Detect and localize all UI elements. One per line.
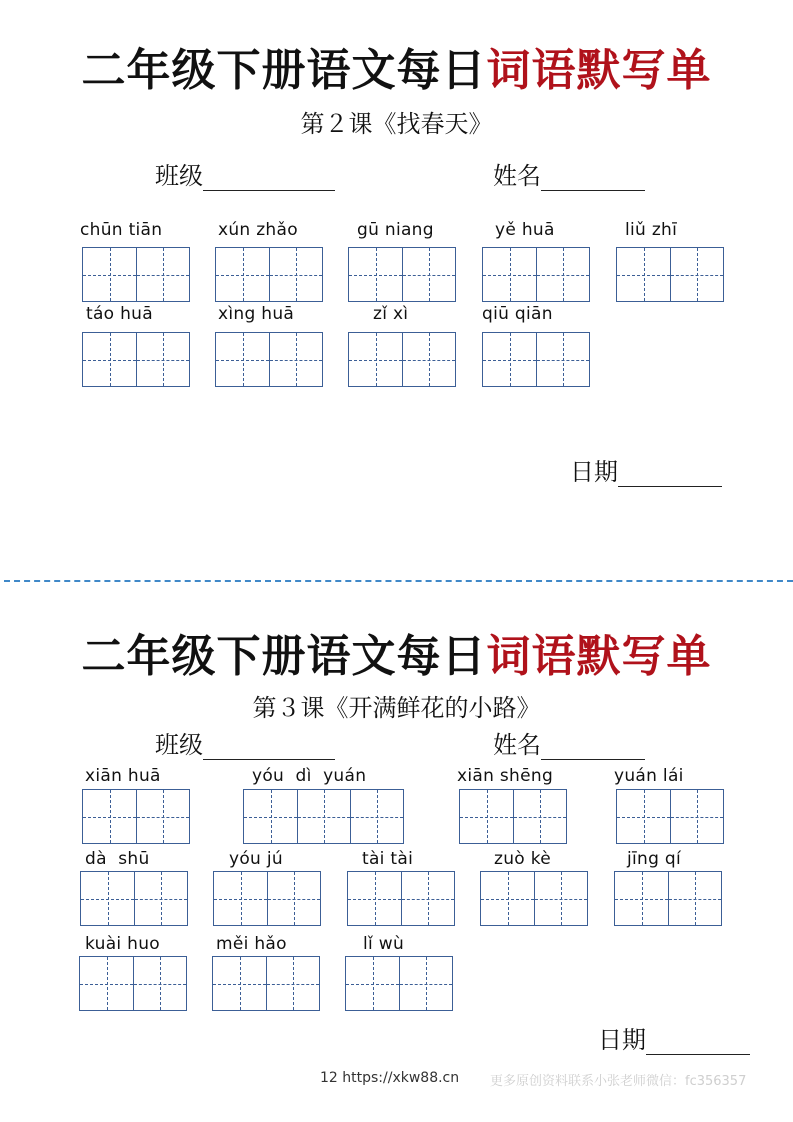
writing-cell[interactable] [401,872,454,925]
sheet1-word-3-pinyin: gū niang [357,220,434,240]
sheet2-word-2-pinyin: yóu dì yuán [252,766,367,786]
sheet2-word-7-pinyin: tài tài [362,849,414,869]
sheet2-word-7-grid[interactable] [347,871,455,926]
writing-cell[interactable] [83,790,136,843]
writing-cell[interactable] [269,333,322,386]
page-footer: 12 https://xkw88.cn [320,1070,460,1086]
writing-cell[interactable] [617,790,670,843]
sheet1-title-black: 二年级下册语文每日 [81,45,487,96]
writing-cell[interactable] [481,872,534,925]
writing-cell[interactable] [402,333,455,386]
sheet2-word-11-pinyin: měi hǎo [216,934,287,954]
writing-cell[interactable] [136,333,189,386]
sheet1-name-label: 姓名 [493,162,541,190]
sheet2-word-8-pinyin: zuò kè [494,849,552,869]
sheet1-word-1-pinyin: chūn tiān [80,220,163,240]
sheet2-class-label: 班级 [155,731,203,759]
sheet1-word-3-grid[interactable] [348,247,456,302]
sheet2-word-5-grid[interactable] [80,871,188,926]
writing-cell[interactable] [266,957,319,1010]
sheet1-word-6-grid[interactable] [82,332,190,387]
sheet2-date-blank[interactable] [646,1028,750,1055]
sheet1-word-8-grid[interactable] [348,332,456,387]
sheet1-word-5-grid[interactable] [616,247,724,302]
sheet2-class-field [155,725,335,760]
sheet2-word-3-pinyin: xiān shēng [457,766,554,786]
sheet1-title [0,34,793,98]
sheet2-word-5-pinyin: dà shū [85,849,150,869]
sheet1-word-2-grid[interactable] [215,247,323,302]
writing-cell[interactable] [536,248,589,301]
sheet2-word-4-pinyin: yuán lái [614,766,684,786]
writing-cell[interactable] [402,248,455,301]
writing-cell[interactable] [267,872,320,925]
writing-cell[interactable] [80,957,133,1010]
sheet2-date-field [598,1020,750,1055]
sheet1-word-7-grid[interactable] [215,332,323,387]
sheet2-word-2-grid[interactable] [243,789,404,844]
sheet2-word-6-grid[interactable] [213,871,321,926]
sheet1-class-label: 班级 [155,162,203,190]
sheet1-class-blank[interactable] [203,164,335,191]
sheet2-word-1-grid[interactable] [82,789,190,844]
writing-cell[interactable] [269,248,322,301]
writing-cell[interactable] [83,248,136,301]
sheet2-class-blank[interactable] [203,733,335,760]
sheet1-word-9-pinyin: qiū qiān [482,304,553,324]
writing-cell[interactable] [346,957,399,1010]
sheet2-title-black: 二年级下册语文每日 [81,631,487,682]
writing-cell[interactable] [136,790,189,843]
sheet1-date-field [570,452,722,487]
writing-cell[interactable] [615,872,668,925]
watermark-text: 更多原创资料联系小张老师微信：fc356357 [490,1074,747,1089]
writing-cell[interactable] [134,872,187,925]
writing-cell[interactable] [348,872,401,925]
sheet1-word-4-grid[interactable] [482,247,590,302]
sheet2-word-4-grid[interactable] [616,789,724,844]
writing-cell[interactable] [297,790,350,843]
sheet1-name-field [493,156,645,191]
sheet2-word-10-grid[interactable] [79,956,187,1011]
writing-cell[interactable] [136,248,189,301]
writing-cell[interactable] [81,872,134,925]
sheet2-name-blank[interactable] [541,733,645,760]
sheet2-word-11-grid[interactable] [212,956,320,1011]
sheet2-word-8-grid[interactable] [480,871,588,926]
sheet1-date-label: 日期 [570,458,618,486]
sheet2-name-label: 姓名 [493,731,541,759]
writing-cell[interactable] [536,333,589,386]
sheet2-date-label: 日期 [598,1026,646,1054]
writing-cell[interactable] [244,790,297,843]
writing-cell[interactable] [534,872,587,925]
sheet1-word-2-pinyin: xún zhǎo [218,220,298,240]
sheet1-word-5-pinyin: liǔ zhī [625,220,678,240]
sheet2-name-field [493,725,645,760]
writing-cell[interactable] [83,333,136,386]
sheet2-word-12-grid[interactable] [345,956,453,1011]
sheet2-title [0,620,793,684]
sheet1-word-6-pinyin: táo huā [86,304,153,324]
writing-cell[interactable] [670,248,723,301]
sheet1-name-blank[interactable] [541,164,645,191]
writing-cell[interactable] [349,333,402,386]
writing-cell[interactable] [483,333,536,386]
writing-cell[interactable] [460,790,513,843]
sheet1-class-field [155,156,335,191]
writing-cell[interactable] [399,957,452,1010]
writing-cell[interactable] [668,872,721,925]
sheet1-lesson-title: 第２课《找春天》 [300,110,493,138]
writing-cell[interactable] [350,790,403,843]
sheet2-word-9-pinyin: jīng qí [627,849,682,869]
sheet1-word-4-pinyin: yě huā [495,220,555,240]
sheet2-word-6-pinyin: yóu jú [229,849,283,869]
writing-cell[interactable] [670,790,723,843]
writing-cell[interactable] [213,957,266,1010]
sheet2-title-red: 词语默写单 [486,631,712,682]
sheet1-word-1-grid[interactable] [82,247,190,302]
sheet2-word-3-grid[interactable] [459,789,567,844]
sheet2-word-12-pinyin: lǐ wù [363,934,405,954]
sheet1-word-8-pinyin: zǐ xì [373,304,409,324]
writing-cell[interactable] [216,248,269,301]
cut-line-divider [4,580,793,582]
writing-cell[interactable] [617,248,670,301]
sheet1-date-blank[interactable] [618,460,722,487]
writing-cell[interactable] [349,248,402,301]
sheet1-word-7-pinyin: xìng huā [218,304,295,324]
writing-cell[interactable] [216,333,269,386]
sheet1-title-red: 词语默写单 [486,45,712,96]
sheet1-word-9-grid[interactable] [482,332,590,387]
sheet2-word-9-grid[interactable] [614,871,722,926]
sheet2-word-10-pinyin: kuài huo [85,934,160,954]
writing-cell[interactable] [513,790,566,843]
writing-cell[interactable] [214,872,267,925]
writing-cell[interactable] [483,248,536,301]
sheet2-word-1-pinyin: xiān huā [85,766,161,786]
sheet2-lesson-title: 第３课《开满鲜花的小路》 [252,694,541,722]
writing-cell[interactable] [133,957,186,1010]
